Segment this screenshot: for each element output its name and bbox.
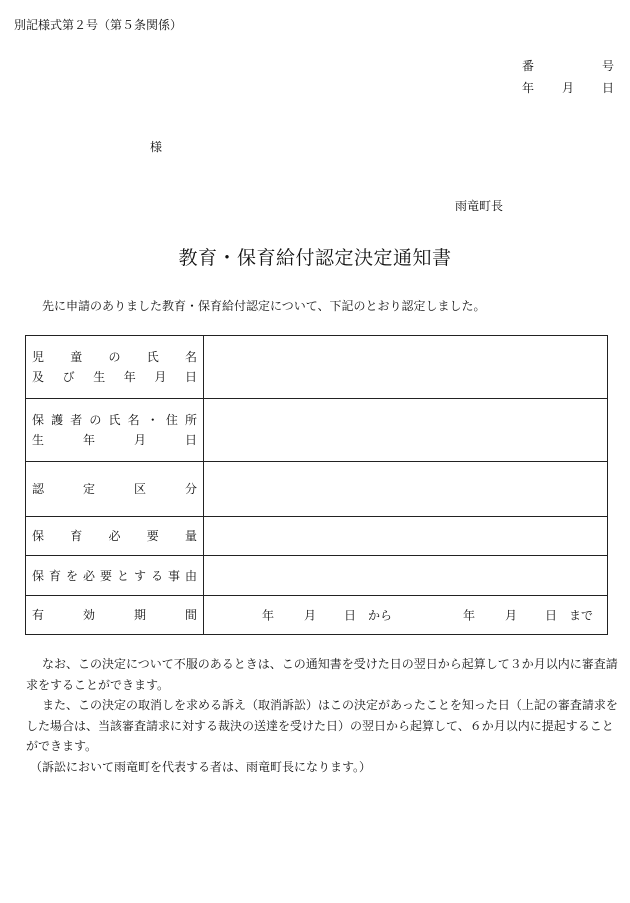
label-guardian-info xyxy=(26,399,204,462)
form-reference: 別記様式第２号（第５条関係） xyxy=(14,18,183,32)
period-year-2: 年 xyxy=(463,608,476,623)
addressee-suffix: 様 xyxy=(150,140,163,154)
period-day-from: 日 から xyxy=(344,608,393,623)
label-certification-category xyxy=(26,462,204,517)
certification-table xyxy=(25,335,608,635)
label-child-name-birth xyxy=(26,336,204,399)
document-date-field xyxy=(522,79,614,96)
label-line: 認 定 区 分 xyxy=(32,482,197,496)
label-line: 保 育 必 要 量 xyxy=(32,529,197,543)
period-month-1: 月 xyxy=(304,608,317,623)
label-validity-period xyxy=(26,596,204,635)
table-row xyxy=(26,336,608,399)
date-year-label: 年 xyxy=(522,81,535,95)
table-row xyxy=(26,462,608,517)
note-paragraph: （訴訟において雨竜町を代表する者は、雨竜町長になります。） xyxy=(30,759,372,774)
sender-name: 雨竜町長 xyxy=(455,199,504,213)
label-childcare-reason xyxy=(26,556,204,596)
value-childcare-reason[interactable] xyxy=(204,556,608,596)
note-paragraph: なお、この決定について不服のあるときは、この通知書を受けた日の翌日から起算して３か月以内に審査請求をすることができます。 xyxy=(26,657,618,692)
document-title: 教育・保育給付認定決定通知書 xyxy=(178,247,452,269)
value-certification-category[interactable] xyxy=(204,462,608,517)
table-row xyxy=(26,517,608,556)
period-month-2: 月 xyxy=(505,608,518,623)
appeal-notes xyxy=(26,654,618,777)
label-line: 児 童 の 氏 名 xyxy=(32,350,197,364)
table-row xyxy=(26,399,608,462)
label-childcare-amount xyxy=(26,517,204,556)
document-number-field xyxy=(522,57,614,74)
intro-text: 先に申請のありました教育・保育給付認定について、下記のとおり認定しました。 xyxy=(42,299,486,313)
date-month-label: 月 xyxy=(561,81,574,95)
value-guardian-info[interactable] xyxy=(204,399,608,462)
table-row xyxy=(26,596,608,635)
period-day-until: 日 まで xyxy=(545,608,594,623)
value-validity-period[interactable] xyxy=(204,596,608,635)
value-childcare-amount[interactable] xyxy=(204,517,608,556)
note-paragraph: また、この決定の取消しを求める訴え（取消訴訟）はこの決定があったことを知った日（上記の審査請求をした場合は、当該審査請求に対する裁決の送達を受けた日）の翌日から起算して、６か月以内に提起することができます。 xyxy=(26,698,618,753)
number-label-ban: 番 xyxy=(522,59,535,73)
period-year-1: 年 xyxy=(262,608,275,623)
label-line: 有 効 期 間 xyxy=(32,608,197,622)
date-day-label: 日 xyxy=(601,81,614,95)
label-line: 及 び 生 年 月 日 xyxy=(32,370,197,384)
label-line: 保育を必要とする事由 xyxy=(32,568,197,583)
value-child-name-birth[interactable] xyxy=(204,336,608,399)
label-line: 保護者の氏名・住所 xyxy=(32,413,197,427)
label-line: 生 年 月 日 xyxy=(32,433,197,447)
number-label-go: 号 xyxy=(601,59,614,73)
table-row xyxy=(26,556,608,596)
